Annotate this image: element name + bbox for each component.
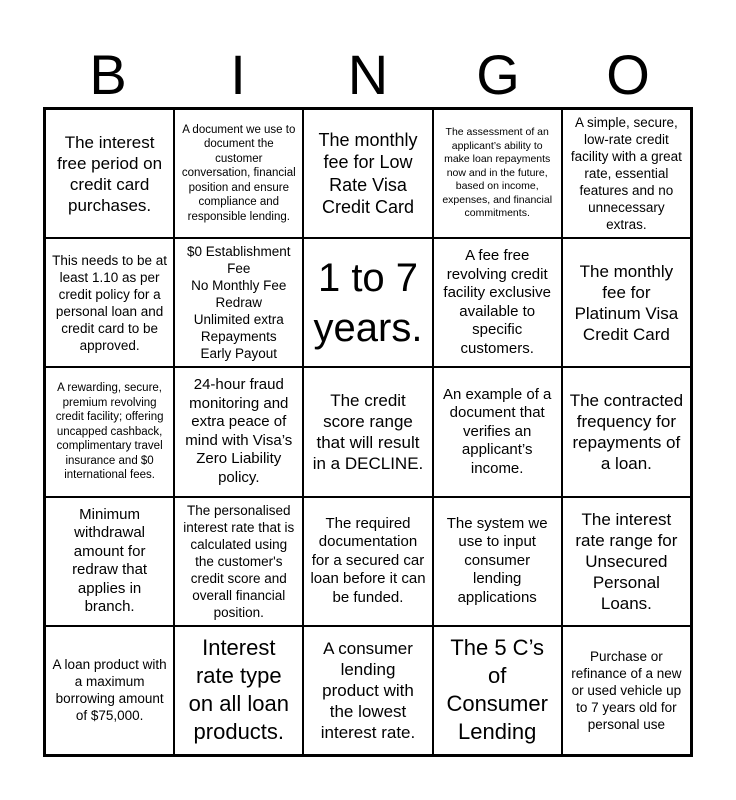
cell-text: The 5 C’s of Consumer Lending [446,635,548,745]
cell-text: A simple, secure, low-rate credit facility with a great rate, essential features and no unnecessary extras. [570,115,682,233]
bingo-cell[interactable] [303,626,432,755]
header-letter-b: B [89,43,127,106]
header-letter-o: O [606,43,650,106]
cell-text: 24-hour fraud monitoring and extra peace of mind with Visa’s Zero Liability policy. [185,376,293,486]
bingo-cell[interactable] [562,497,691,626]
cell-text: A document we use to document the customer conversation, financial position and ensure compliance and responsible lending. [181,123,296,223]
cell-text: The monthly fee for Platinum Visa Credit Card [574,261,679,344]
cell-text: A consumer lending product with the lowest interest rate. [320,638,416,742]
bingo-cell[interactable] [303,238,432,367]
cell-text: An example of a document that verifies an applicant’s income. [442,385,552,477]
cell-text: The system we use to input consumer lending applications [446,514,548,606]
bingo-cell[interactable] [433,109,562,238]
cell-text: The assessment of an applicant’s ability to make loan repayments now and in the future, based on income, expenses, and financial commitments. [442,126,553,220]
cell-text: The monthly fee for Low Rate Visa Credit Card [318,129,418,218]
cell-text: The interest rate range for Unsecured Personal Loans. [575,509,678,613]
cell-text: This needs to be at least 1.10 as per credit policy for a personal loan and credit card to be approved. [52,252,167,353]
bingo-cell[interactable] [303,367,432,496]
bingo-cell[interactable] [433,626,562,755]
cell-text: Purchase or refinance of a new or used vehicle up to 7 years old for personal use [571,648,682,732]
bingo-cell[interactable] [303,109,432,238]
bingo-card [43,107,693,757]
header-letter-g: G [476,43,520,106]
cell-text: Minimum withdrawal amount for redraw that applies in branch. [72,505,148,616]
bingo-cell[interactable] [562,626,691,755]
cell-text: A rewarding, secure, premium revolving credit facility; offering uncapped cashback, complimentary travel insurance and $0 international fees. [55,382,164,482]
bingo-cell[interactable] [174,497,303,626]
cell-text: $0 Establishment Fee No Monthly Fee Redraw Unlimited extra Repayments Early Payout [187,244,291,362]
bingo-cell[interactable] [45,626,174,755]
bingo-cell[interactable] [562,109,691,238]
cell-text: The personalised interest rate that is calculated using the customer's credit score and overall financial position. [183,502,295,620]
bingo-cell[interactable] [174,238,303,367]
cell-text: A fee free revolving credit facility exclusive available to specific customers. [443,247,551,357]
bingo-cell[interactable] [174,367,303,496]
bingo-cell[interactable] [433,238,562,367]
bingo-cell[interactable] [174,626,303,755]
bingo-cell[interactable] [562,238,691,367]
bingo-cell[interactable] [45,367,174,496]
cell-text: The required documentation for a secured car loan before it can be funded. [310,514,426,606]
cell-text: Interest rate type on all loan products. [188,635,289,745]
bingo-cell[interactable] [45,497,174,626]
bingo-cell[interactable] [303,497,432,626]
cell-text: The interest free period on credit card purchases. [57,132,163,215]
bingo-cell[interactable] [562,367,691,496]
bingo-cell[interactable] [433,367,562,496]
cell-text: The credit score range that will result in a DECLINE. [312,390,424,473]
bingo-cell[interactable] [174,109,303,238]
bingo-header [43,44,693,106]
bingo-cell[interactable] [45,238,174,367]
header-letter-i: I [230,43,246,106]
bingo-cell[interactable] [45,109,174,238]
bingo-cell[interactable] [433,497,562,626]
cell-text: The contracted frequency for repayments of a loan. [569,390,684,473]
cell-text: A loan product with a maximum borrowing amount of $75,000. [52,657,167,724]
header-letter-n: N [347,43,389,106]
cell-text: 1 to 7 years. [313,255,423,350]
